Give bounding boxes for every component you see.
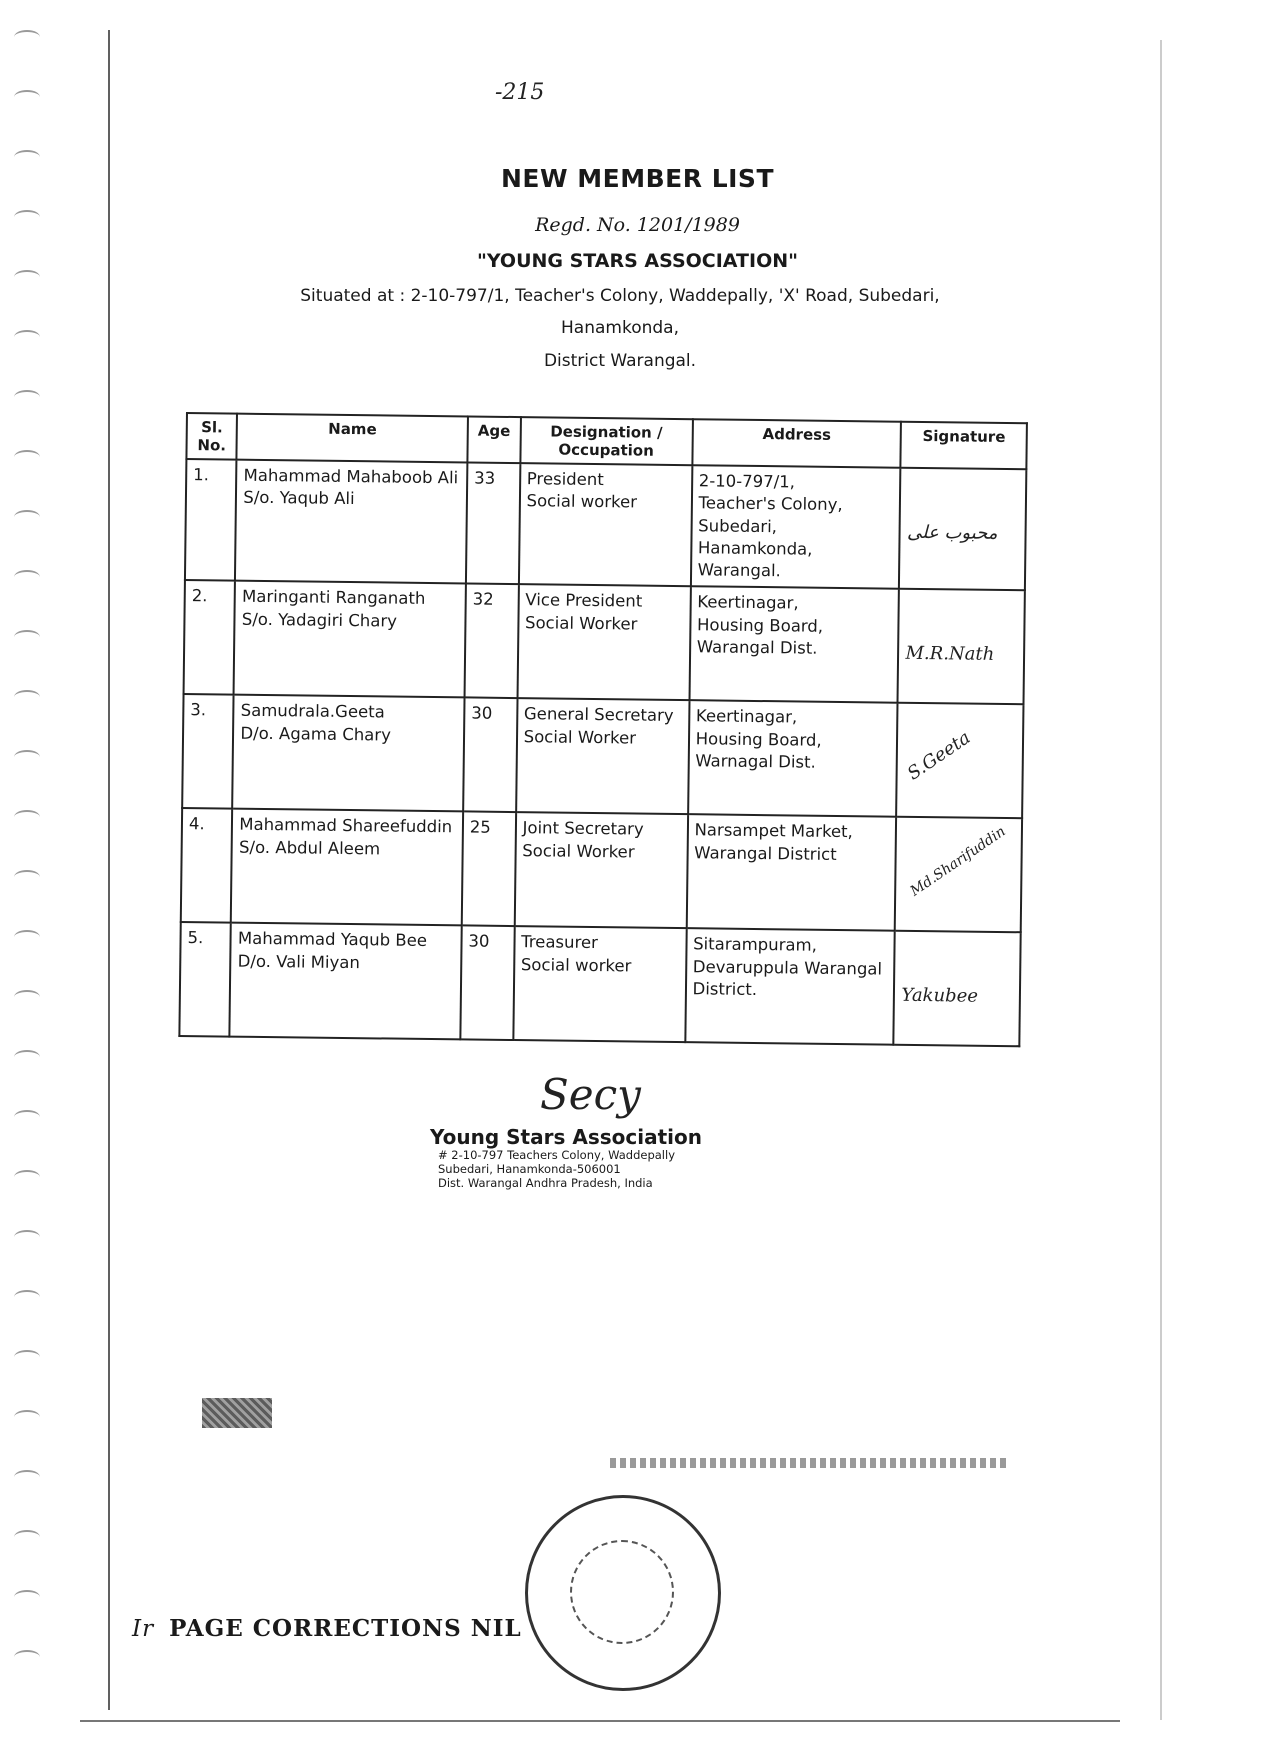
cell-designation [517,584,690,700]
cell-address [685,928,895,1045]
designation: Treasurer [521,932,599,953]
cell-signature [894,931,1021,1047]
official-seal-icon [525,1495,721,1691]
binder-hole [14,270,40,284]
member-parent: D/o. Vali Miyan [237,951,361,972]
header-name: Name [237,414,468,463]
member-table [178,412,1028,1048]
binder-hole [14,330,40,344]
address-line: Warnagal Dist. [695,751,816,772]
page-number: -215 [495,80,545,105]
cell-signature [899,468,1026,591]
corrections-initials: Ir [132,1616,155,1642]
association-stamp [430,1125,730,1190]
cell-address [689,587,899,704]
scan-noise-line [610,1458,1010,1468]
binder-hole [14,390,40,404]
table-row [182,694,1023,818]
cell-name [231,809,463,926]
cell-age: 30 [463,698,517,813]
ink-smudge [202,1398,272,1428]
paper-left-edge [108,30,110,1710]
cell-address [690,465,900,589]
binder-hole [14,570,40,584]
binder-hole [14,1230,40,1244]
header-age: Age [467,416,520,463]
binder-hole [14,1470,40,1484]
cell-name [230,923,462,1040]
binder-hole [14,30,40,44]
table-row [179,922,1020,1046]
address-line: Housing Board, [695,728,822,750]
cell-signature [895,817,1022,933]
handwritten-signature: Yakubee [901,985,979,1008]
situated-address [240,280,1000,377]
address-line: 2-10-797/1, [698,471,796,492]
handwritten-signature: Md.Sharifuddin [907,823,1010,900]
cell-sl: 5. [179,922,231,1037]
stamp-address-line: # 2-10-797 Teachers Colony, Waddepally [438,1148,676,1162]
cell-name [234,581,466,698]
table-row [185,459,1026,591]
address-line: Narsampet Market, [694,820,853,842]
address-line: Warangal Dist. [696,637,818,658]
designation: Vice President [525,590,643,611]
member-name: Mahammad Mahaboob Ali [243,465,459,488]
member-name: Maringanti Ranganath [241,587,426,609]
cell-designation [513,926,686,1042]
cell-signature [898,589,1025,705]
corrections-text: PAGE CORRECTIONS NIL [169,1615,522,1642]
cell-designation [514,812,687,928]
binder-hole [14,510,40,524]
binder-hole [14,150,40,164]
cell-age: 32 [464,584,518,699]
member-name: Samudrala.Geeta [240,701,385,722]
stamp-address-line: Subedari, Hanamkonda-506001 [438,1161,621,1176]
binder-hole [14,1050,40,1064]
document-title: NEW MEMBER LIST [501,164,774,193]
cell-sl: 1. [185,459,237,581]
binder-hole [14,810,40,824]
address-line: Hanamkonda, [697,538,813,559]
header-address: Address [692,419,901,468]
binder-hole [14,990,40,1004]
binder-hole [14,630,40,644]
cell-designation [519,463,692,586]
member-parent: S/o. Yaqub Ali [243,487,355,509]
occupation: Social Worker [522,840,635,862]
cell-age: 33 [466,462,520,584]
binder-hole [14,450,40,464]
cell-sl: 2. [184,580,236,695]
header-designation: Designation / Occupation [520,417,693,465]
designation: President [526,469,604,490]
address-line: District. [692,979,758,999]
registration-number: Regd. No. 1201/1989 [535,214,740,236]
designation: Joint Secretary [522,818,644,839]
handwritten-signature: M.R.Nath [905,643,995,666]
binder-hole [14,1350,40,1364]
cell-name [235,460,467,584]
binder-hole [14,750,40,764]
cell-signature [897,703,1024,819]
cell-age: 30 [460,926,514,1041]
header-signature: Signature [901,422,1027,470]
cell-address [688,700,898,817]
binder-hole [14,90,40,104]
stamp-association-name: Young Stars Association [430,1125,702,1149]
cell-age: 25 [462,812,516,927]
cell-sl: 4. [181,808,233,923]
binder-hole [14,1410,40,1424]
paper-bottom-edge [80,1720,1120,1722]
stamp-address-line: Dist. Warangal Andhra Pradesh, India [438,1175,653,1190]
address-line: Sitarampuram, [693,934,817,956]
paper-right-edge [1160,40,1162,1720]
address-line: Teacher's Colony, [698,493,843,515]
occupation: Social Worker [523,726,637,748]
occupation: Social Worker [524,612,638,634]
designation: General Secretary [523,704,674,726]
address-line: Subedari, [698,515,778,536]
handwritten-signature: محبوب علی [906,521,998,544]
situated-line-2: District Warangal. [543,350,697,371]
table-row [181,808,1022,932]
address-line: Devaruppula Warangal [692,956,883,979]
address-line: Warangal. [697,560,781,581]
address-line: Keertinagar, [695,706,798,727]
occupation: Social worker [520,954,632,976]
secretary-signature: Secy [540,1070,641,1119]
address-line: Warangal District [694,842,837,864]
header-sl-no: Sl. No. [186,413,237,460]
situated-line-1: Situated at : 2-10-797/1, Teacher's Colony, Waddepally, 'X' Road, Subedari, Hanamkonda, [300,286,940,339]
binder-hole [14,1590,40,1604]
binder-hole [14,1290,40,1304]
occupation: Social worker [526,491,638,512]
page-corrections-note [132,1615,522,1642]
cell-sl: 3. [182,694,234,809]
address-line: Housing Board, [696,614,824,636]
cell-address [686,814,896,931]
association-name: "YOUNG STARS ASSOCIATION" [476,250,799,272]
handwritten-signature: S.Geeta [904,727,975,785]
member-parent: D/o. Agama Chary [240,723,392,745]
binder-hole [14,870,40,884]
binder-hole [14,1650,40,1664]
seal-inner-ring [570,1540,674,1644]
member-parent: S/o. Abdul Aleem [238,837,381,858]
cell-name [232,695,464,812]
address-line: Keertinagar, [697,592,799,613]
table-row [184,580,1025,704]
cell-designation [516,698,689,814]
binder-hole [14,1170,40,1184]
member-parent: S/o. Yadagiri Chary [241,609,398,631]
binder-hole [14,930,40,944]
binder-hole [14,1530,40,1544]
binder-hole [14,690,40,704]
member-name: Mahammad Shareefuddin [239,815,453,837]
binder-hole [14,1110,40,1124]
member-name: Mahammad Yaqub Bee [237,929,428,951]
